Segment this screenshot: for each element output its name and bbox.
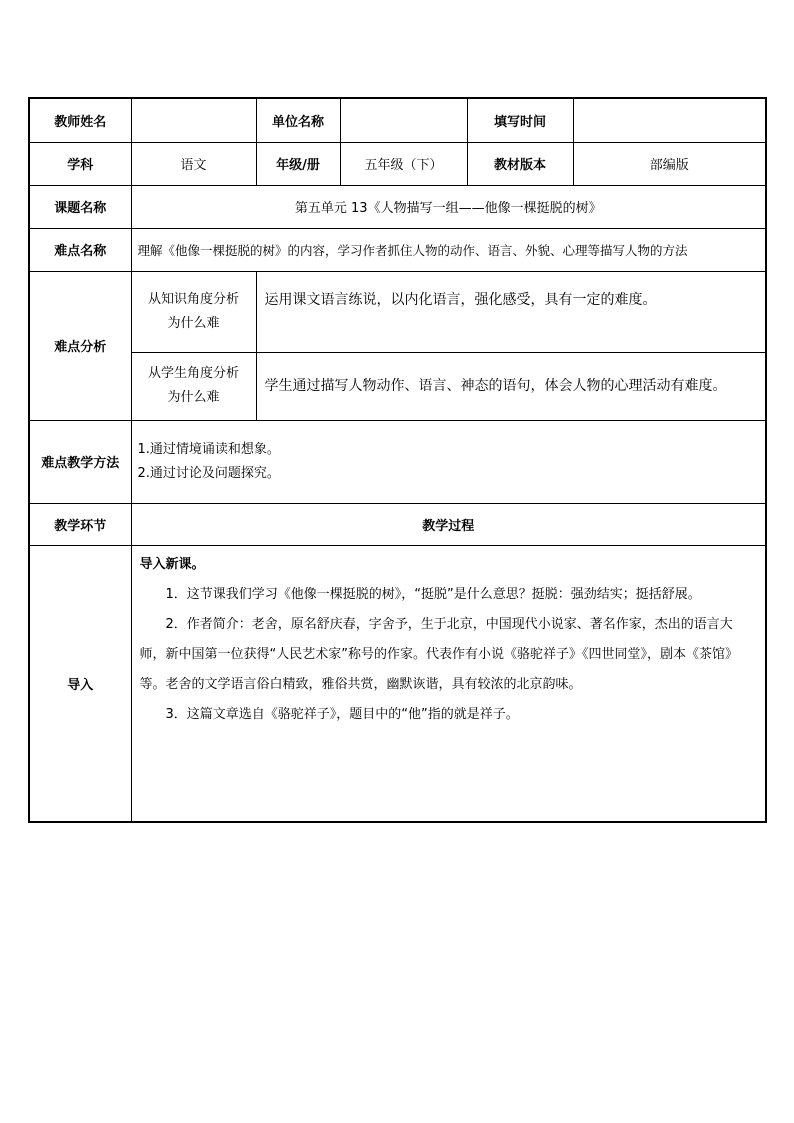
difficulty-value: 理解《他像一棵挺脱的树》的内容，学习作者抓住人物的动作、语言、外貌、心理等描写人物的方法 xyxy=(131,228,766,271)
topic-value: 第五单元 13《人物描写一组——他像一棵挺脱的树》 xyxy=(131,185,766,228)
unit-name-label: 单位名称 xyxy=(256,98,340,142)
difficulty-row xyxy=(29,228,766,271)
knowledge-angle-label: 从知识角度分析为什么难 xyxy=(131,271,256,352)
intro-stage-label: 导入 xyxy=(29,545,131,822)
student-angle-value: 学生通过描写人物动作、语言、神态的语句，体会人物的心理活动有难度。 xyxy=(256,352,766,420)
lesson-plan-table xyxy=(28,97,767,823)
subject-value: 语文 xyxy=(131,142,256,185)
topic-label: 课题名称 xyxy=(29,185,131,228)
method-item-1: 1.通过情境诵读和想象。 xyxy=(137,441,280,457)
method-item-2: 2.通过讨论及问题探究。 xyxy=(137,465,280,481)
subject-label: 学科 xyxy=(29,142,131,185)
header-row-2 xyxy=(29,142,766,185)
header-row-1 xyxy=(29,98,766,142)
methods-row xyxy=(29,420,766,503)
methods-label: 难点教学方法 xyxy=(29,420,131,503)
intro-stage-row xyxy=(29,545,766,822)
knowledge-angle-value: 运用课文语言练说，以内化语言，强化感受，具有一定的难度。 xyxy=(256,271,766,352)
analysis-row-knowledge xyxy=(29,271,766,352)
student-angle-label: 从学生角度分析为什么难 xyxy=(131,352,256,420)
difficulty-label: 难点名称 xyxy=(29,228,131,271)
intro-title: 导入新课。 xyxy=(139,556,205,572)
textbook-label: 教材版本 xyxy=(467,142,573,185)
methods-content xyxy=(131,420,766,503)
intro-stage-content xyxy=(131,545,766,822)
fill-time-value xyxy=(573,98,766,142)
analysis-label: 难点分析 xyxy=(29,271,131,420)
grade-label: 年级/册 xyxy=(256,142,340,185)
topic-row xyxy=(29,185,766,228)
intro-paragraph-2: 2．作者简介：老舍，原名舒庆春，字舍予，生于北京，中国现代小说家、著名作家，杰出的语言大师，新中国第一位获得“人民艺术家”称号的作家。代表作有小说《骆驼祥子》《四世同堂》，剧本《茶馆》等。老舍的文学语言俗白精致，雅俗共赏，幽默诙谐，具有较浓的北京韵味。 xyxy=(139,616,738,692)
process-header-row xyxy=(29,503,766,545)
teacher-name-label: 教师姓名 xyxy=(29,98,131,142)
intro-paragraph-3: 3．这篇文章选自《骆驼祥子》，题目中的“他”指的就是祥子。 xyxy=(165,706,519,722)
fill-time-label: 填写时间 xyxy=(467,98,573,142)
stage-header: 教学环节 xyxy=(29,503,131,545)
analysis-row-student xyxy=(29,352,766,420)
textbook-value: 部编版 xyxy=(573,142,766,185)
process-header: 教学过程 xyxy=(131,503,766,545)
intro-paragraph-1: 1．这节课我们学习《他像一棵挺脱的树》，“挺脱”是什么意思？挺脱：强劲结实；挺括舒展。 xyxy=(165,586,701,602)
teacher-name-value xyxy=(131,98,256,142)
grade-value: 五年级（下） xyxy=(340,142,467,185)
unit-name-value xyxy=(340,98,467,142)
